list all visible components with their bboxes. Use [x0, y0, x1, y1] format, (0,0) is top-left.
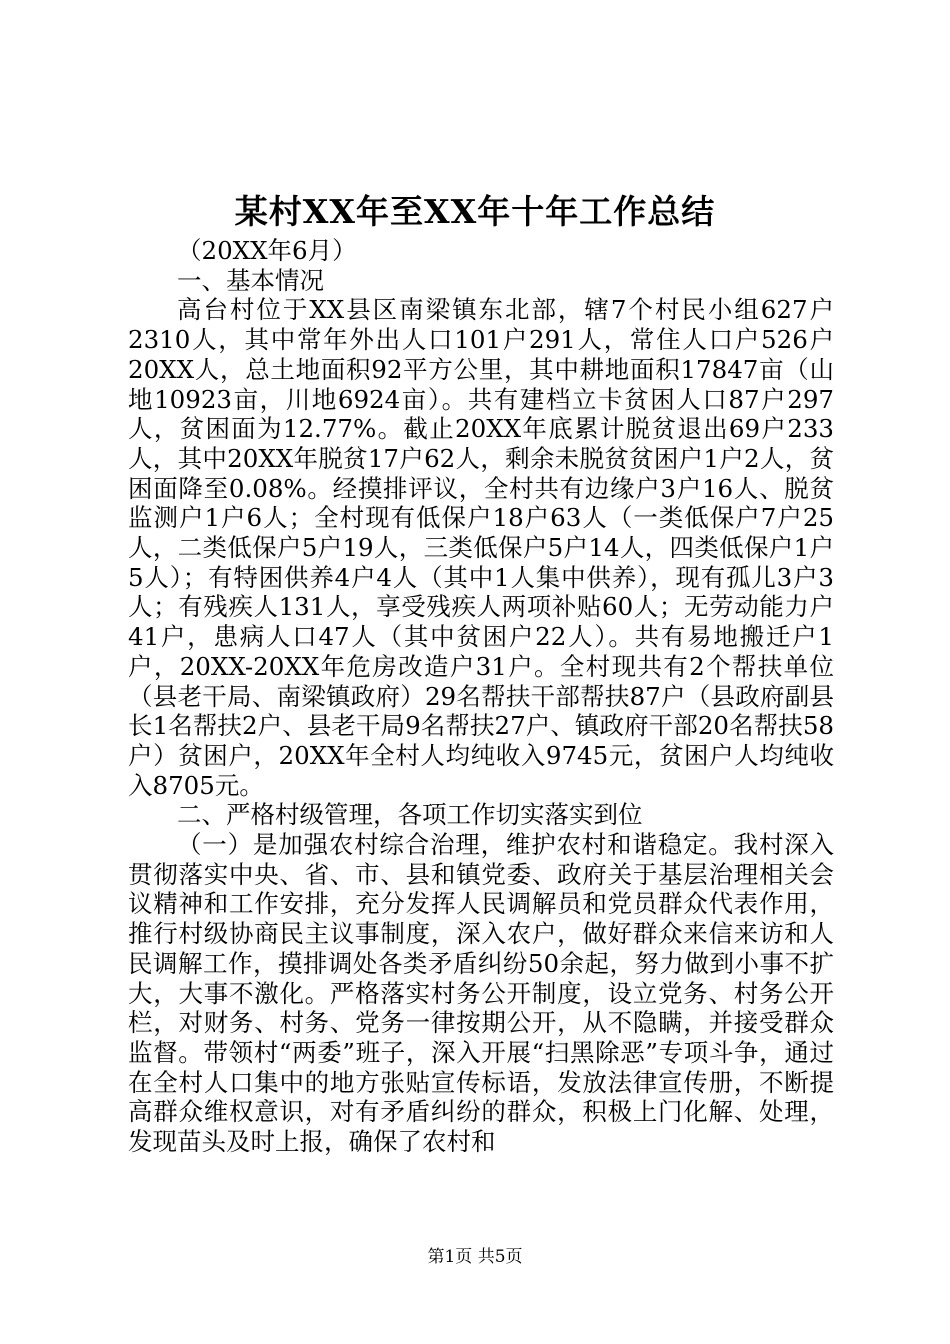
section-heading-basic-info: 一、基本情况 — [177, 265, 324, 295]
paragraph-basic-info: 高台村位于XX县区南梁镇东北部，辖7个村民小组627户2310人，其中常年外出人口101户291人，常住人口户526户20XX人，总土地面积92平方公里，其中耕地面积17847亩（山地10923亩，川地6924亩）。共有建档立卡贫困人口87户297人，贫困面为12.77%。截止20XX年底累计脱贫退出69户233人，其中20XX年脱贫17户62人，剩余未脱贫贫困户1户2人，贫困面降至0.08%。经摸排评议，全村共有边缘户3户16人、脱贫监测户1户6人；全村现有低保户18户63人（一类低保户7户25人，二类低保户5户19人，三类低保户5户14人，四类低保户1户5人）；有特困供养4户4人（其中1人集中供养），现有孤儿3户3人；有残疾人131人，享受残疾人两项补贴60人；无劳动能力户41户，患病人口47人（其中贫困户22人）。共有易地搬迁户1户，20XX-20XX年危房改造户31户。全村现共有2个帮扶单位（县老干局、南梁镇政府）29名帮扶干部帮扶87户（县政府副县长1名帮扶2户、县老干局9名帮扶27户、镇政府干部20名帮扶58户）贫困户，20XX年全村人均纯收入9745元，贫困户人均纯收入8705元。 — [128, 295, 834, 800]
paragraph-governance: （一）是加强农村综合治理，维护农村和谐稳定。我村深入贯彻落实中央、省、市、县和镇党委、政府关于基层治理相关会议精神和工作安排，充分发挥人民调解员和党员群众代表作用，推行村级协商民主议事制度，深入农户，做好群众来信来访和人民调解工作，摸排调处各类矛盾纠纷50余起，努力做到小事不扩大，大事不激化。严格落实村务公开制度，设立党务、村务公开栏，对财务、村务、党务一律按期公开，从不隐瞒，并接受群众监督。带领村“两委”班子，深入开展“扫黑除恶”专项斗争，通过在全村人口集中的地方张贴宣传标语，发放法律宣传册，不断提高群众维权意识，对有矛盾纠纷的群众，积极上门化解、处理，发现苗头及时上报，确保了农村和 — [128, 830, 834, 1157]
page-footer: 第1页 共5页 — [427, 1247, 523, 1267]
document-body — [128, 236, 834, 1157]
document-date: （20XX年6月） — [177, 236, 357, 265]
section-heading-village-management: 二、严格村级管理，各项工作切实落实到位 — [177, 800, 643, 830]
document-title: 某村XX年至XX年十年工作总结 — [234, 192, 716, 231]
